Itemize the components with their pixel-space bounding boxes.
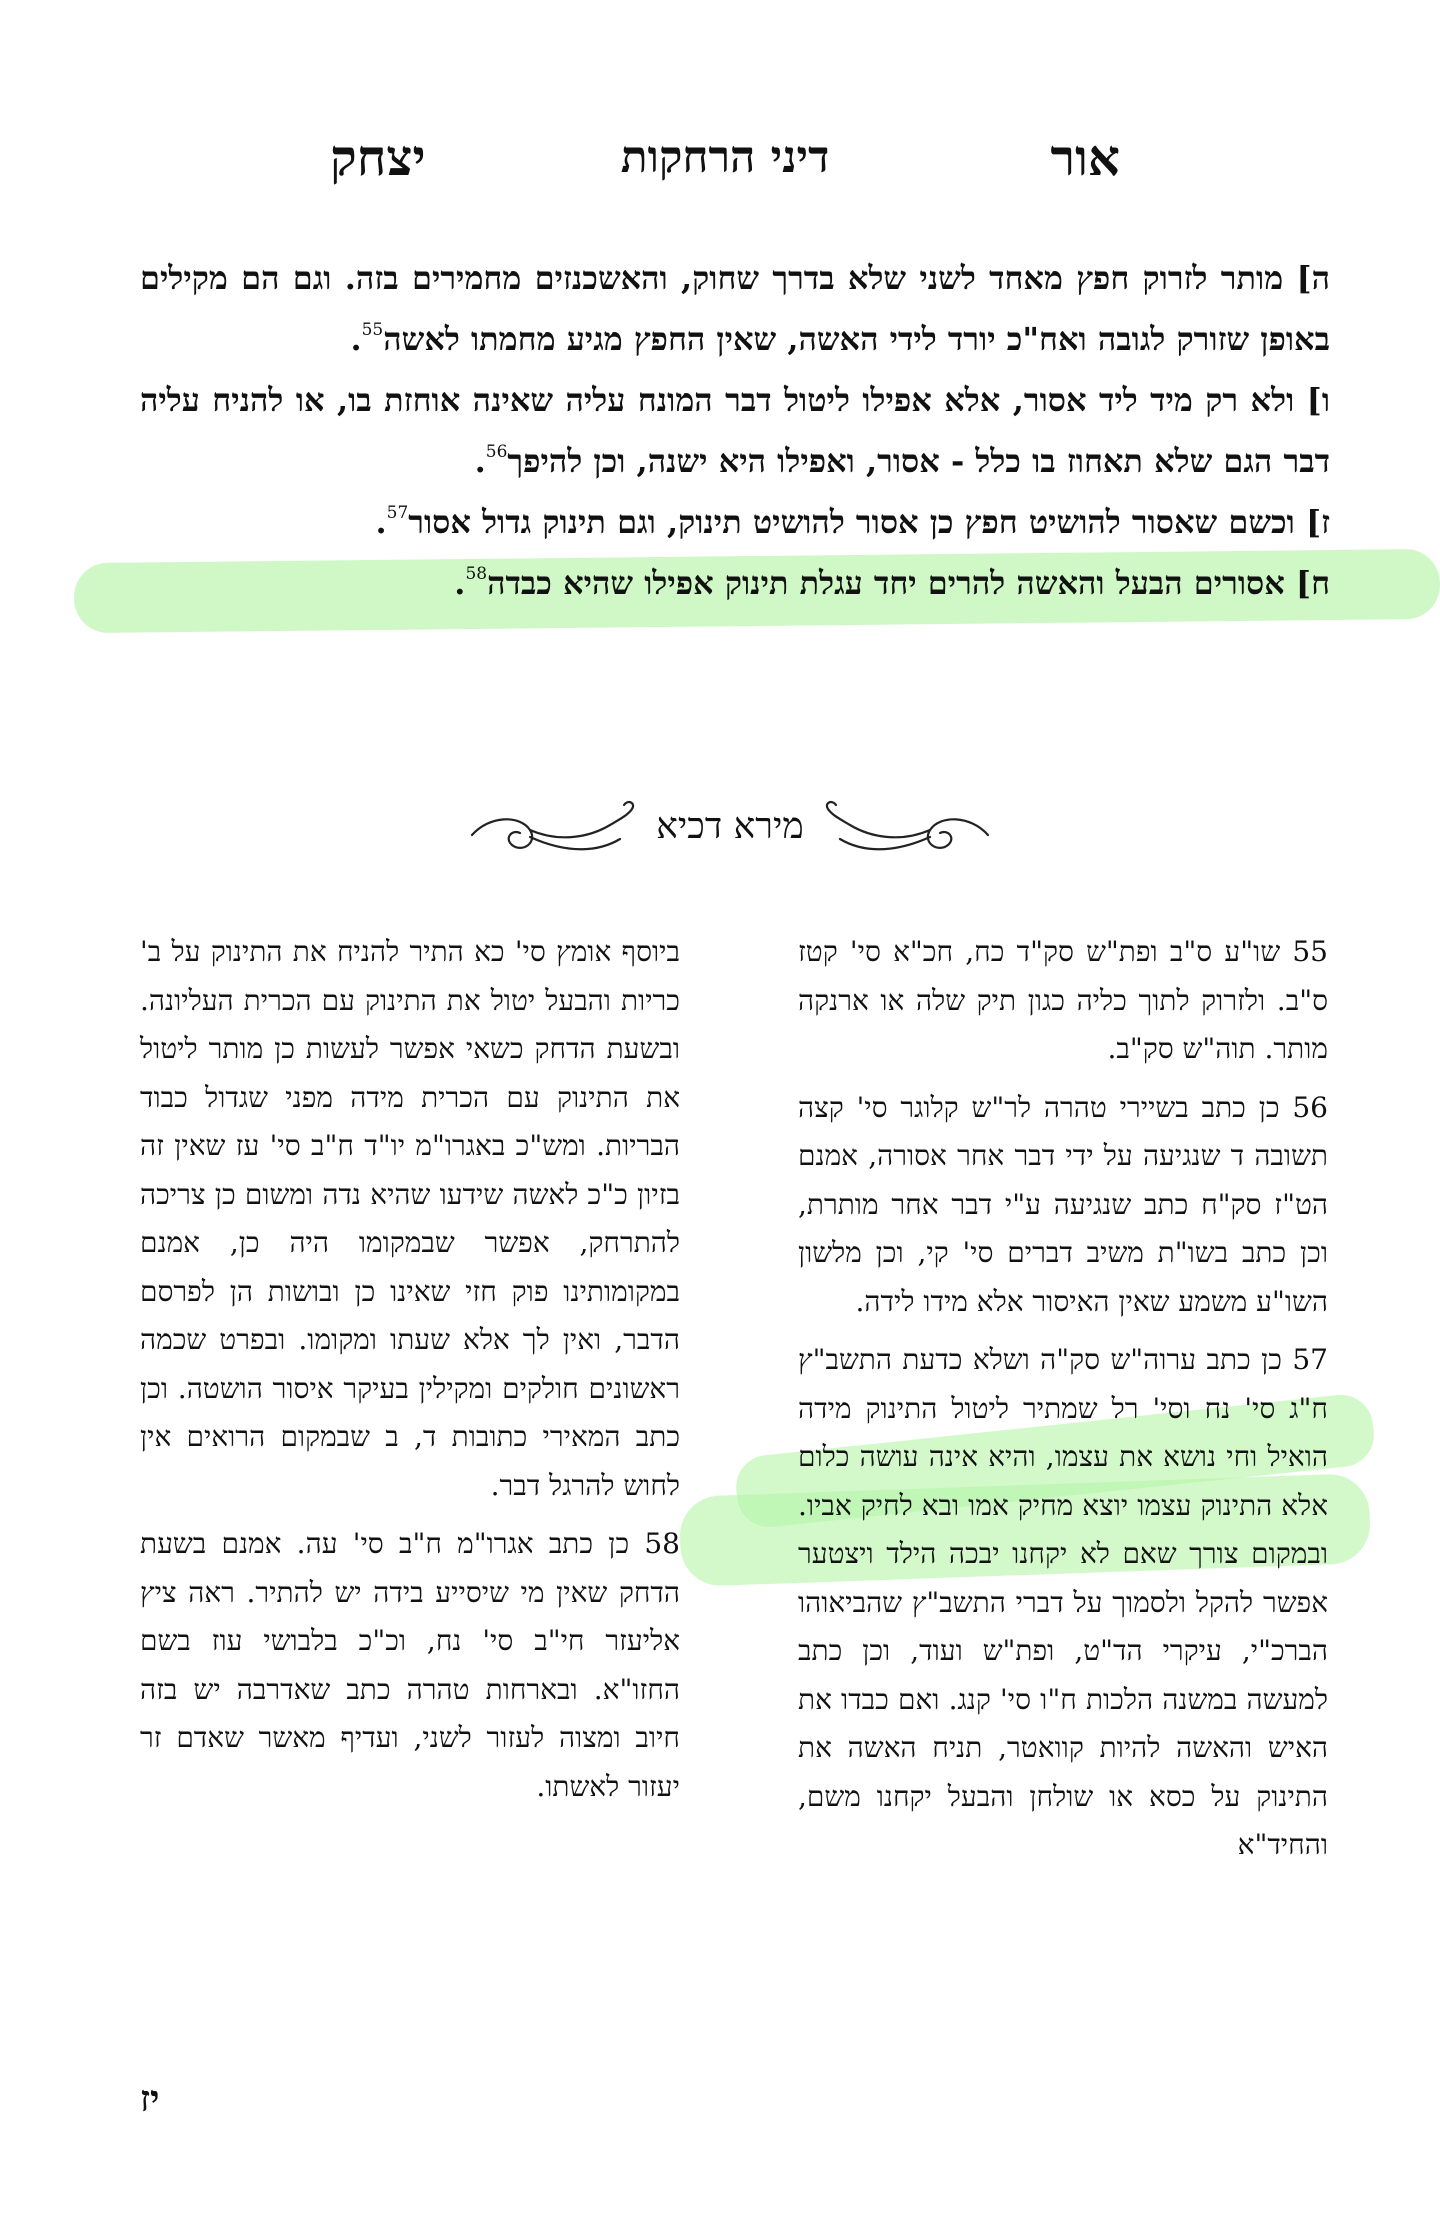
- flourish-left-swirl: [530, 802, 633, 837]
- paragraph-zayin: [140, 492, 1330, 553]
- main-text: [140, 248, 1330, 614]
- flourish-right-swirl: [827, 802, 930, 837]
- paragraph-chet: [140, 553, 1330, 614]
- flourish-right-curl: [928, 819, 988, 848]
- header-right-title: אור: [1050, 128, 1120, 187]
- footnote-ref: 58: [465, 564, 488, 584]
- footnotes-left-column: [140, 928, 680, 1821]
- flourish-right-underline: [840, 837, 930, 849]
- paragraph-text: ה] מותר לזרוק חפץ מאחד לשני שלא בדרך שחוק, והאשכנזים מחמירים בזה. וגם הם מקילים באופן שזורק לגובה ואח"כ יורד לידי האשה, שאין החפץ מגיע מחמתו לאשה: [140, 259, 1330, 358]
- footnote-ref: 55: [361, 320, 384, 340]
- paragraph-text: ז] וכשם שאסור להושיט חפץ כן אסור להושיט תינוק, וגם תינוק גדול אסור: [408, 503, 1330, 541]
- footnotes-right-column: [798, 928, 1328, 1880]
- paragraph-text: ו] ולא רק מיד ליד אסור, אלא אפילו ליטול דבר המונח עליה שאינה אוחזת בו, או להניח עליה דבר הגם שלא תאחוז בו כלל - אסור, ואפילו היא ישנה, וכן להיפך: [140, 381, 1330, 480]
- footnote: 58 כן כתב אגרו"מ ח"ב סי' עה. אמנם בשעת הדחק שאין מי שיסייע בידה יש להתיר. ראה ציץ אליעזר חי"ב סי' נח, וכ"כ בלבושי עוז בשם החזו"א. ובארחות טהרה כתב שאדרבה יש בזה חיוב ומצוה לעזור לשני, ועדיף מאשר שאדם זר יעזור לאשתו.: [140, 1527, 680, 1803]
- page-number: יז: [140, 2078, 160, 2120]
- footnote: 56 כן כתב בשיירי טהרה לר"ש קלוגר סי' קצה תשובה ד שנגיעה על ידי דבר אחר אסורה, אמנם הט"ז סק"ח כתב שנגיעה ע"י דבר אחר מותרת, וכן כתב בשו"ת משיב דברים סי' קי, וכן מלשון השו"ע משמע שאין האיסור אלא מידו לידה.: [798, 1090, 1328, 1318]
- flourish-left-curl: [472, 819, 532, 848]
- footnote: 57 כן כתב ערוה"ש סק"ה ושלא כדעת התשב"ץ ח"ג סי' נח וסי' רל שמתיר ליטול התינוק מידה הואיל וחי נושא את עצמו, והיא אינה עושה כלום אלא התינוק עצמו יוצא מחיק אמו ובא לחיק אביו. ובמקום צורך שאם לא יקחנו יבכה הילד ויצטער אפשר להקל ולסמוך על דברי התשב"ץ שהביאוהו הברכ"י, עיקרי הד"ט, ופת"ש ועוד, וכן כתב למעשה במשנה הלכות ח"ו סי' קנג. ואם כבדו את האיש והאשה להיות קוואטר, תניח האשה את התינוק על כסא או שולחן והבעל יקחנו משם, והחיד"א: [798, 1343, 1328, 1861]
- header-left-title: יצחק: [330, 128, 426, 187]
- footnote-ref: 56: [485, 442, 508, 462]
- footnote: ביוסף אומץ סי' כא התיר להניח את התינוק על ב' כריות והבעל יטול את התינוק עם הכרית העליונה. ובשעת הדחק כשאי אפשר לעשות כן מותר ליטול את התינוק עם הכרית מידה מפני שגדול כבוד הבריות. ומש"כ באגרו"מ יו"ד ח"ב סי' עז שאין זה בזיון כ"כ לאשה שידעו שהיא נדה ומשום כן צריכה להתרחק, אפשר שבמקומו היה כן, אמנם במקומותינו פוק חזי שאינו כן ובושות הן לפרסם הדבר, ואין לך אלא שעתו ומקומו. ובפרט שכמה ראשונים חולקים ומקילין בעיקר איסור הושטה. וכן כתב המאירי כתובות ד, ב שבמקום הרואים אין לחוש להרגל דבר.: [140, 935, 680, 1502]
- running-header: [330, 118, 1120, 198]
- paragraph-end: .: [474, 442, 486, 480]
- paragraph-end: .: [454, 564, 466, 602]
- flourish-left-underline: [530, 837, 620, 849]
- header-center-title: דיני הרחקות: [620, 132, 830, 183]
- paragraph-text: ח] אסורים הבעל והאשה להרים יחד עגלת תינוק אפילו שהיא כבדה: [487, 564, 1330, 602]
- paragraph-he: [140, 248, 1330, 370]
- divider-caption: מירא דכיא: [656, 806, 804, 847]
- footnote: 55 שו"ע ס"ב ופת"ש סק"ד כח, חכ"א סי' קטז ס"ב. ולזרוק לתוך כליה כגון תיק שלה או ארנקה מותר. תוה"ש סק"ב.: [798, 935, 1328, 1065]
- paragraph-end: .: [350, 320, 362, 358]
- footnote-ref: 57: [386, 503, 409, 523]
- paragraph-vav: [140, 370, 1330, 492]
- paragraph-end: .: [375, 503, 387, 541]
